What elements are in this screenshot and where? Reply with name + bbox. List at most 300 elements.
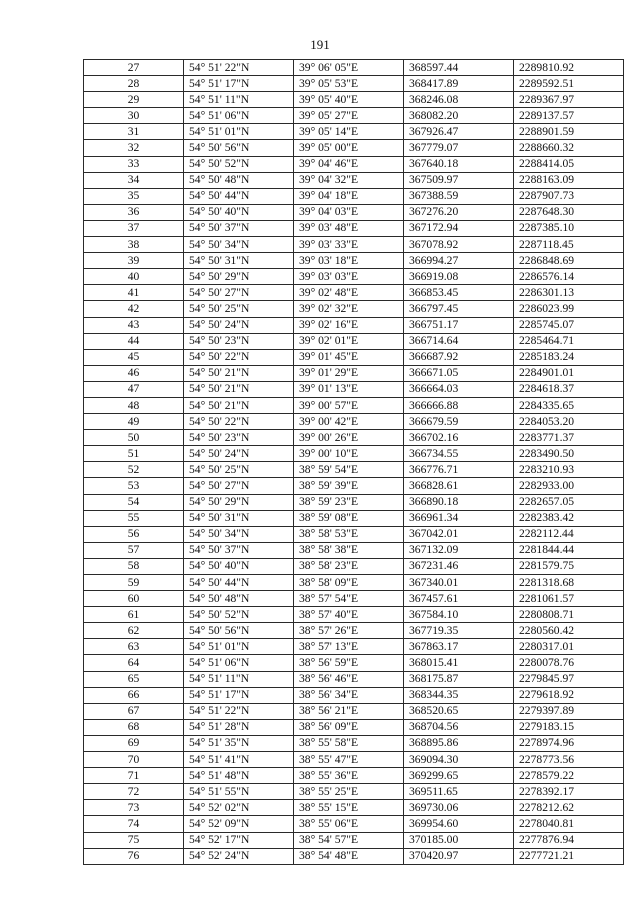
table-row xyxy=(84,542,624,558)
longitude-cell: 38° 56' 34"E xyxy=(294,687,404,703)
longitude-cell: 38° 59' 23"E xyxy=(294,494,404,510)
y-coordinate-cell: 2287118.45 xyxy=(514,237,624,253)
x-coordinate-cell: 367640.18 xyxy=(404,156,514,172)
table-row xyxy=(84,623,624,639)
longitude-cell: 39° 00' 57"E xyxy=(294,397,404,413)
point-number-cell: 44 xyxy=(84,333,184,349)
table-row xyxy=(84,124,624,140)
point-number-cell: 69 xyxy=(84,735,184,751)
x-coordinate-cell: 367172.94 xyxy=(404,220,514,236)
latitude-cell: 54° 50' 52"N xyxy=(184,607,294,623)
table-row xyxy=(84,784,624,800)
latitude-cell: 54° 51' 55"N xyxy=(184,784,294,800)
y-coordinate-cell: 2277721.21 xyxy=(514,848,624,864)
coordinates-table-body xyxy=(84,60,624,865)
longitude-cell: 39° 01' 29"E xyxy=(294,365,404,381)
y-coordinate-cell: 2286848.69 xyxy=(514,253,624,269)
y-coordinate-cell: 2278579.22 xyxy=(514,768,624,784)
table-row xyxy=(84,752,624,768)
point-number-cell: 47 xyxy=(84,381,184,397)
x-coordinate-cell: 366776.71 xyxy=(404,462,514,478)
table-row xyxy=(84,655,624,671)
point-number-cell: 31 xyxy=(84,124,184,140)
point-number-cell: 56 xyxy=(84,526,184,542)
y-coordinate-cell: 2279845.97 xyxy=(514,671,624,687)
latitude-cell: 54° 50' 27"N xyxy=(184,478,294,494)
latitude-cell: 54° 51' 01"N xyxy=(184,124,294,140)
latitude-cell: 54° 51' 11"N xyxy=(184,92,294,108)
longitude-cell: 38° 57' 26"E xyxy=(294,623,404,639)
latitude-cell: 54° 50' 22"N xyxy=(184,349,294,365)
longitude-cell: 39° 01' 13"E xyxy=(294,381,404,397)
point-number-cell: 34 xyxy=(84,172,184,188)
point-number-cell: 49 xyxy=(84,414,184,430)
latitude-cell: 54° 50' 40"N xyxy=(184,204,294,220)
table-row xyxy=(84,558,624,574)
point-number-cell: 64 xyxy=(84,655,184,671)
point-number-cell: 50 xyxy=(84,430,184,446)
x-coordinate-cell: 367509.97 xyxy=(404,172,514,188)
x-coordinate-cell: 369299.65 xyxy=(404,768,514,784)
longitude-cell: 39° 05' 40"E xyxy=(294,92,404,108)
page-number: 191 xyxy=(310,37,330,52)
point-number-cell: 55 xyxy=(84,510,184,526)
y-coordinate-cell: 2289367.97 xyxy=(514,92,624,108)
y-coordinate-cell: 2283210.93 xyxy=(514,462,624,478)
x-coordinate-cell: 367719.35 xyxy=(404,623,514,639)
x-coordinate-cell: 366714.64 xyxy=(404,333,514,349)
latitude-cell: 54° 50' 48"N xyxy=(184,591,294,607)
latitude-cell: 54° 51' 48"N xyxy=(184,768,294,784)
latitude-cell: 54° 50' 29"N xyxy=(184,269,294,285)
x-coordinate-cell: 366687.92 xyxy=(404,349,514,365)
latitude-cell: 54° 50' 29"N xyxy=(184,494,294,510)
y-coordinate-cell: 2285745.07 xyxy=(514,317,624,333)
point-number-cell: 43 xyxy=(84,317,184,333)
latitude-cell: 54° 50' 52"N xyxy=(184,156,294,172)
point-number-cell: 60 xyxy=(84,591,184,607)
y-coordinate-cell: 2284901.01 xyxy=(514,365,624,381)
table-row xyxy=(84,494,624,510)
table-row xyxy=(84,381,624,397)
latitude-cell: 54° 51' 22"N xyxy=(184,703,294,719)
table-row xyxy=(84,703,624,719)
point-number-cell: 32 xyxy=(84,140,184,156)
y-coordinate-cell: 2289137.57 xyxy=(514,108,624,124)
x-coordinate-cell: 368895.86 xyxy=(404,735,514,751)
longitude-cell: 39° 02' 01"E xyxy=(294,333,404,349)
table-row xyxy=(84,639,624,655)
x-coordinate-cell: 366664.03 xyxy=(404,381,514,397)
latitude-cell: 54° 50' 37"N xyxy=(184,542,294,558)
table-row xyxy=(84,591,624,607)
latitude-cell: 54° 50' 24"N xyxy=(184,446,294,462)
y-coordinate-cell: 2284053.20 xyxy=(514,414,624,430)
latitude-cell: 54° 50' 56"N xyxy=(184,623,294,639)
latitude-cell: 54° 50' 24"N xyxy=(184,317,294,333)
latitude-cell: 54° 50' 56"N xyxy=(184,140,294,156)
longitude-cell: 38° 54' 48"E xyxy=(294,848,404,864)
longitude-cell: 39° 04' 18"E xyxy=(294,188,404,204)
latitude-cell: 54° 50' 23"N xyxy=(184,430,294,446)
x-coordinate-cell: 369730.06 xyxy=(404,800,514,816)
y-coordinate-cell: 2278392.17 xyxy=(514,784,624,800)
point-number-cell: 40 xyxy=(84,269,184,285)
point-number-cell: 52 xyxy=(84,462,184,478)
latitude-cell: 54° 51' 17"N xyxy=(184,76,294,92)
longitude-cell: 38° 55' 36"E xyxy=(294,768,404,784)
x-coordinate-cell: 370185.00 xyxy=(404,832,514,848)
x-coordinate-cell: 367863.17 xyxy=(404,639,514,655)
y-coordinate-cell: 2280078.76 xyxy=(514,655,624,671)
table-row xyxy=(84,671,624,687)
point-number-cell: 45 xyxy=(84,349,184,365)
point-number-cell: 54 xyxy=(84,494,184,510)
y-coordinate-cell: 2289592.51 xyxy=(514,76,624,92)
longitude-cell: 39° 00' 10"E xyxy=(294,446,404,462)
latitude-cell: 54° 50' 34"N xyxy=(184,526,294,542)
table-row xyxy=(84,140,624,156)
table-row xyxy=(84,156,624,172)
point-number-cell: 73 xyxy=(84,800,184,816)
y-coordinate-cell: 2281061.57 xyxy=(514,591,624,607)
y-coordinate-cell: 2279397.89 xyxy=(514,703,624,719)
x-coordinate-cell: 366702.16 xyxy=(404,430,514,446)
latitude-cell: 54° 50' 31"N xyxy=(184,510,294,526)
table-row xyxy=(84,462,624,478)
longitude-cell: 38° 55' 58"E xyxy=(294,735,404,751)
latitude-cell: 54° 52' 17"N xyxy=(184,832,294,848)
table-row xyxy=(84,285,624,301)
table-row xyxy=(84,768,624,784)
latitude-cell: 54° 52' 02"N xyxy=(184,800,294,816)
table-row xyxy=(84,848,624,864)
table-row xyxy=(84,735,624,751)
point-number-cell: 76 xyxy=(84,848,184,864)
latitude-cell: 54° 50' 22"N xyxy=(184,414,294,430)
longitude-cell: 38° 56' 09"E xyxy=(294,719,404,735)
longitude-cell: 39° 04' 03"E xyxy=(294,204,404,220)
x-coordinate-cell: 367340.01 xyxy=(404,575,514,591)
x-coordinate-cell: 367779.07 xyxy=(404,140,514,156)
table-row xyxy=(84,220,624,236)
latitude-cell: 54° 50' 31"N xyxy=(184,253,294,269)
y-coordinate-cell: 2279183.15 xyxy=(514,719,624,735)
table-row xyxy=(84,204,624,220)
longitude-cell: 39° 02' 48"E xyxy=(294,285,404,301)
latitude-cell: 54° 51' 35"N xyxy=(184,735,294,751)
x-coordinate-cell: 367231.46 xyxy=(404,558,514,574)
x-coordinate-cell: 366828.61 xyxy=(404,478,514,494)
table-row xyxy=(84,108,624,124)
y-coordinate-cell: 2279618.92 xyxy=(514,687,624,703)
table-row xyxy=(84,237,624,253)
longitude-cell: 39° 03' 03"E xyxy=(294,269,404,285)
x-coordinate-cell: 368704.56 xyxy=(404,719,514,735)
longitude-cell: 38° 56' 21"E xyxy=(294,703,404,719)
table-row xyxy=(84,92,624,108)
longitude-cell: 38° 58' 53"E xyxy=(294,526,404,542)
table-row xyxy=(84,333,624,349)
x-coordinate-cell: 368246.08 xyxy=(404,92,514,108)
point-number-cell: 53 xyxy=(84,478,184,494)
point-number-cell: 37 xyxy=(84,220,184,236)
y-coordinate-cell: 2286023.99 xyxy=(514,301,624,317)
x-coordinate-cell: 367926.47 xyxy=(404,124,514,140)
table-row xyxy=(84,365,624,381)
table-row xyxy=(84,76,624,92)
x-coordinate-cell: 367042.01 xyxy=(404,526,514,542)
latitude-cell: 54° 52' 09"N xyxy=(184,816,294,832)
table-row xyxy=(84,172,624,188)
longitude-cell: 38° 55' 47"E xyxy=(294,752,404,768)
table-row xyxy=(84,269,624,285)
longitude-cell: 39° 02' 16"E xyxy=(294,317,404,333)
latitude-cell: 54° 50' 21"N xyxy=(184,397,294,413)
y-coordinate-cell: 2280808.71 xyxy=(514,607,624,623)
table-row xyxy=(84,526,624,542)
point-number-cell: 51 xyxy=(84,446,184,462)
longitude-cell: 38° 56' 46"E xyxy=(294,671,404,687)
latitude-cell: 54° 50' 21"N xyxy=(184,365,294,381)
longitude-cell: 38° 58' 09"E xyxy=(294,575,404,591)
y-coordinate-cell: 2282657.05 xyxy=(514,494,624,510)
longitude-cell: 39° 00' 42"E xyxy=(294,414,404,430)
point-number-cell: 66 xyxy=(84,687,184,703)
point-number-cell: 75 xyxy=(84,832,184,848)
x-coordinate-cell: 367457.61 xyxy=(404,591,514,607)
point-number-cell: 61 xyxy=(84,607,184,623)
table-row xyxy=(84,253,624,269)
point-number-cell: 33 xyxy=(84,156,184,172)
table-row xyxy=(84,816,624,832)
longitude-cell: 39° 04' 46"E xyxy=(294,156,404,172)
y-coordinate-cell: 2280317.01 xyxy=(514,639,624,655)
longitude-cell: 38° 56' 59"E xyxy=(294,655,404,671)
longitude-cell: 38° 54' 57"E xyxy=(294,832,404,848)
longitude-cell: 38° 59' 39"E xyxy=(294,478,404,494)
x-coordinate-cell: 366890.18 xyxy=(404,494,514,510)
latitude-cell: 54° 50' 25"N xyxy=(184,462,294,478)
latitude-cell: 54° 52' 24"N xyxy=(184,848,294,864)
y-coordinate-cell: 2282383.42 xyxy=(514,510,624,526)
latitude-cell: 54° 50' 25"N xyxy=(184,301,294,317)
point-number-cell: 58 xyxy=(84,558,184,574)
latitude-cell: 54° 50' 27"N xyxy=(184,285,294,301)
x-coordinate-cell: 366679.59 xyxy=(404,414,514,430)
x-coordinate-cell: 368344.35 xyxy=(404,687,514,703)
x-coordinate-cell: 367276.20 xyxy=(404,204,514,220)
y-coordinate-cell: 2282112.44 xyxy=(514,526,624,542)
x-coordinate-cell: 369954.60 xyxy=(404,816,514,832)
latitude-cell: 54° 51' 11"N xyxy=(184,671,294,687)
y-coordinate-cell: 2278212.62 xyxy=(514,800,624,816)
latitude-cell: 54° 51' 01"N xyxy=(184,639,294,655)
y-coordinate-cell: 2287648.30 xyxy=(514,204,624,220)
longitude-cell: 39° 01' 45"E xyxy=(294,349,404,365)
latitude-cell: 54° 50' 48"N xyxy=(184,172,294,188)
point-number-cell: 35 xyxy=(84,188,184,204)
point-number-cell: 39 xyxy=(84,253,184,269)
longitude-cell: 39° 05' 53"E xyxy=(294,76,404,92)
latitude-cell: 54° 51' 17"N xyxy=(184,687,294,703)
latitude-cell: 54° 51' 28"N xyxy=(184,719,294,735)
table-row xyxy=(84,575,624,591)
x-coordinate-cell: 366734.55 xyxy=(404,446,514,462)
x-coordinate-cell: 367388.59 xyxy=(404,188,514,204)
latitude-cell: 54° 50' 44"N xyxy=(184,575,294,591)
y-coordinate-cell: 2286576.14 xyxy=(514,269,624,285)
table-row xyxy=(84,800,624,816)
table-row xyxy=(84,832,624,848)
point-number-cell: 42 xyxy=(84,301,184,317)
x-coordinate-cell: 366961.34 xyxy=(404,510,514,526)
x-coordinate-cell: 366853.45 xyxy=(404,285,514,301)
point-number-cell: 38 xyxy=(84,237,184,253)
x-coordinate-cell: 368015.41 xyxy=(404,655,514,671)
x-coordinate-cell: 369511.65 xyxy=(404,784,514,800)
y-coordinate-cell: 2277876.94 xyxy=(514,832,624,848)
latitude-cell: 54° 50' 44"N xyxy=(184,188,294,204)
x-coordinate-cell: 368597.44 xyxy=(404,60,514,76)
y-coordinate-cell: 2280560.42 xyxy=(514,623,624,639)
table-row xyxy=(84,397,624,413)
y-coordinate-cell: 2283771.37 xyxy=(514,430,624,446)
x-coordinate-cell: 368417.89 xyxy=(404,76,514,92)
longitude-cell: 38° 55' 15"E xyxy=(294,800,404,816)
x-coordinate-cell: 366671.05 xyxy=(404,365,514,381)
y-coordinate-cell: 2288414.05 xyxy=(514,156,624,172)
point-number-cell: 67 xyxy=(84,703,184,719)
x-coordinate-cell: 369094.30 xyxy=(404,752,514,768)
longitude-cell: 39° 03' 33"E xyxy=(294,237,404,253)
y-coordinate-cell: 2278974.96 xyxy=(514,735,624,751)
y-coordinate-cell: 2278773.56 xyxy=(514,752,624,768)
table-row xyxy=(84,301,624,317)
point-number-cell: 29 xyxy=(84,92,184,108)
latitude-cell: 54° 51' 06"N xyxy=(184,655,294,671)
y-coordinate-cell: 2286301.13 xyxy=(514,285,624,301)
table-row xyxy=(84,687,624,703)
longitude-cell: 38° 58' 23"E xyxy=(294,558,404,574)
longitude-cell: 39° 03' 18"E xyxy=(294,253,404,269)
longitude-cell: 38° 57' 40"E xyxy=(294,607,404,623)
table-row xyxy=(84,446,624,462)
x-coordinate-cell: 366797.45 xyxy=(404,301,514,317)
point-number-cell: 70 xyxy=(84,752,184,768)
longitude-cell: 39° 05' 00"E xyxy=(294,140,404,156)
y-coordinate-cell: 2284618.37 xyxy=(514,381,624,397)
latitude-cell: 54° 51' 06"N xyxy=(184,108,294,124)
point-number-cell: 65 xyxy=(84,671,184,687)
point-number-cell: 28 xyxy=(84,76,184,92)
x-coordinate-cell: 370420.97 xyxy=(404,848,514,864)
point-number-cell: 48 xyxy=(84,397,184,413)
longitude-cell: 38° 59' 54"E xyxy=(294,462,404,478)
x-coordinate-cell: 366751.17 xyxy=(404,317,514,333)
table-row xyxy=(84,317,624,333)
longitude-cell: 39° 06' 05"E xyxy=(294,60,404,76)
y-coordinate-cell: 2278040.81 xyxy=(514,816,624,832)
latitude-cell: 54° 50' 40"N xyxy=(184,558,294,574)
longitude-cell: 38° 55' 06"E xyxy=(294,816,404,832)
point-number-cell: 30 xyxy=(84,108,184,124)
y-coordinate-cell: 2281318.68 xyxy=(514,575,624,591)
table-row xyxy=(84,349,624,365)
longitude-cell: 38° 57' 54"E xyxy=(294,591,404,607)
point-number-cell: 63 xyxy=(84,639,184,655)
table-row xyxy=(84,478,624,494)
point-number-cell: 59 xyxy=(84,575,184,591)
y-coordinate-cell: 2289810.92 xyxy=(514,60,624,76)
point-number-cell: 62 xyxy=(84,623,184,639)
table-row xyxy=(84,414,624,430)
longitude-cell: 38° 55' 25"E xyxy=(294,784,404,800)
table-row xyxy=(84,719,624,735)
point-number-cell: 72 xyxy=(84,784,184,800)
y-coordinate-cell: 2287385.10 xyxy=(514,220,624,236)
longitude-cell: 39° 00' 26"E xyxy=(294,430,404,446)
x-coordinate-cell: 366994.27 xyxy=(404,253,514,269)
coordinates-table xyxy=(83,59,624,865)
point-number-cell: 71 xyxy=(84,768,184,784)
latitude-cell: 54° 51' 41"N xyxy=(184,752,294,768)
latitude-cell: 54° 50' 34"N xyxy=(184,237,294,253)
y-coordinate-cell: 2285464.71 xyxy=(514,333,624,349)
y-coordinate-cell: 2285183.24 xyxy=(514,349,624,365)
y-coordinate-cell: 2288901.59 xyxy=(514,124,624,140)
longitude-cell: 39° 03' 48"E xyxy=(294,220,404,236)
y-coordinate-cell: 2284335.65 xyxy=(514,397,624,413)
latitude-cell: 54° 50' 23"N xyxy=(184,333,294,349)
longitude-cell: 38° 57' 13"E xyxy=(294,639,404,655)
x-coordinate-cell: 367078.92 xyxy=(404,237,514,253)
x-coordinate-cell: 367584.10 xyxy=(404,607,514,623)
latitude-cell: 54° 50' 37"N xyxy=(184,220,294,236)
x-coordinate-cell: 366919.08 xyxy=(404,269,514,285)
x-coordinate-cell: 368175.87 xyxy=(404,671,514,687)
x-coordinate-cell: 368082.20 xyxy=(404,108,514,124)
y-coordinate-cell: 2287907.73 xyxy=(514,188,624,204)
point-number-cell: 57 xyxy=(84,542,184,558)
point-number-cell: 46 xyxy=(84,365,184,381)
y-coordinate-cell: 2288660.32 xyxy=(514,140,624,156)
x-coordinate-cell: 366666.88 xyxy=(404,397,514,413)
point-number-cell: 41 xyxy=(84,285,184,301)
longitude-cell: 39° 05' 14"E xyxy=(294,124,404,140)
x-coordinate-cell: 368520.65 xyxy=(404,703,514,719)
table-row xyxy=(84,510,624,526)
longitude-cell: 38° 59' 08"E xyxy=(294,510,404,526)
table-row xyxy=(84,60,624,76)
y-coordinate-cell: 2288163.09 xyxy=(514,172,624,188)
longitude-cell: 39° 05' 27"E xyxy=(294,108,404,124)
y-coordinate-cell: 2283490.50 xyxy=(514,446,624,462)
table-row xyxy=(84,430,624,446)
y-coordinate-cell: 2282933.00 xyxy=(514,478,624,494)
table-row xyxy=(84,607,624,623)
table-row xyxy=(84,188,624,204)
longitude-cell: 39° 02' 32"E xyxy=(294,301,404,317)
x-coordinate-cell: 367132.09 xyxy=(404,542,514,558)
longitude-cell: 39° 04' 32"E xyxy=(294,172,404,188)
y-coordinate-cell: 2281579.75 xyxy=(514,558,624,574)
point-number-cell: 36 xyxy=(84,204,184,220)
point-number-cell: 74 xyxy=(84,816,184,832)
latitude-cell: 54° 51' 22"N xyxy=(184,60,294,76)
longitude-cell: 38° 58' 38"E xyxy=(294,542,404,558)
point-number-cell: 68 xyxy=(84,719,184,735)
